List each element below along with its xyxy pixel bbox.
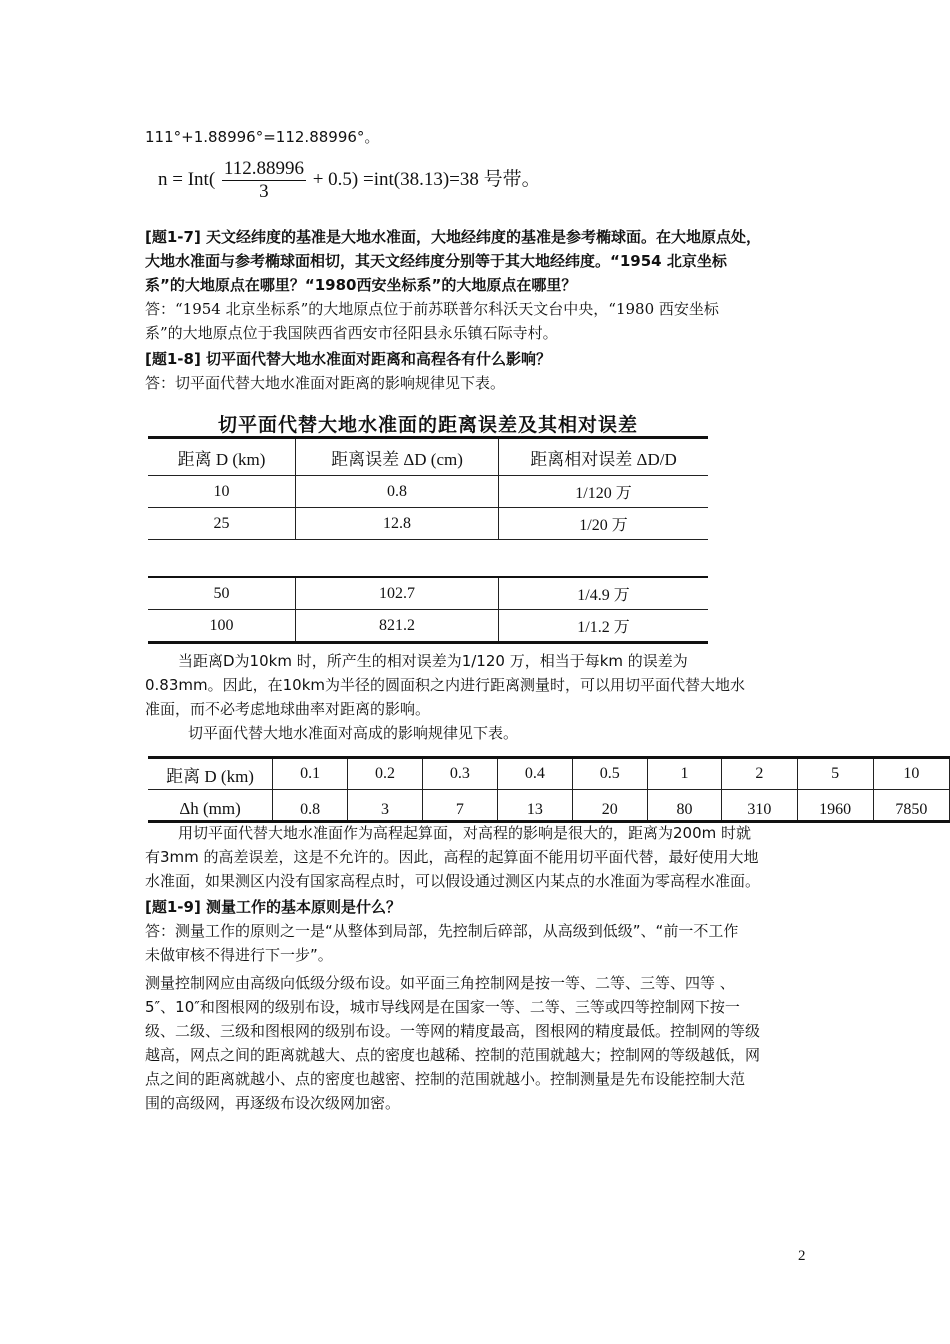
q19-para-line5: 点之间的距离就越小、点的密度也越密、控制的范围就越小。控制测量是先布设能控制大范 (145, 1070, 746, 1088)
table-cell: 0.8 (296, 476, 499, 508)
table-cell: 1 (647, 758, 722, 790)
formula-lhs: n = Int( (158, 168, 216, 190)
q19-para-line2: 5″、10″和图根网的级别布设，城市导线网是在国家一等、二等、三等或四等控制网下按一 (145, 998, 740, 1016)
table-cell: 1/120 万 (499, 476, 709, 508)
row-label-height: Δh (mm) (148, 790, 273, 822)
table-cell: 100 (148, 610, 296, 643)
row-label-distance: 距离 D (km) (148, 758, 273, 790)
formula-fraction (222, 158, 306, 203)
distance-error-table-continued (148, 576, 708, 644)
q19-text: 测量工作的基本原则是什么？ (200, 898, 402, 916)
table-cell: 2 (722, 758, 797, 790)
height-table-intro: 切平面代替大地水准面对高成的影响规律见下表。 (188, 724, 519, 742)
table-cell: 0.8 (273, 790, 348, 822)
distance-para-line2: 0.83mm。因此，在10km为半径的圆面积之内进行距离测量时，可以用切平面代替大地水 (145, 676, 746, 694)
q19-para-line6: 围的高级网，再逐级布设次级网加密。 (145, 1094, 401, 1112)
table-row (148, 790, 950, 822)
q18-label: [题1-8] (145, 350, 201, 368)
table-cell: 25 (148, 508, 296, 540)
table-cell: 1/1.2 万 (499, 610, 709, 643)
table-cell: 13 (497, 790, 572, 822)
q17-label: [题1-7] (145, 228, 201, 246)
q17-text1: 天文经纬度的基准是大地水准面，大地经纬度的基准是参考椭球面。在大地原点处， (200, 228, 762, 246)
table-cell: 3 (348, 790, 423, 822)
formula-rhs: + 0.5) =int(38.13)=38 号带。 (312, 168, 541, 190)
table-cell: 10 (148, 476, 296, 508)
q19-para-line1: 测量控制网应由高级向低级分级布设。如平面三角控制网是按一等、二等、三等、四等 、 (145, 974, 735, 992)
q19-answer-line1: 答：测量工作的原则之一是“从整体到局部，先控制后碎部，从高级到低级”、“前一不工作 (145, 922, 739, 940)
table-cell: 12.8 (296, 508, 499, 540)
table-cell: 0.2 (348, 758, 423, 790)
height-para-line2: 有3mm 的高差误差，这是不允许的。因此，高程的起算面不能用切平面代替，最好使用大地 (145, 848, 759, 866)
table-header-row (148, 438, 708, 476)
q17-answer-line1: 答：“1954 北京坐标系”的大地原点位于前苏联普尔科沃天文台中央，“1980 西安坐标 (145, 300, 719, 318)
table-cell: 1960 (797, 790, 873, 822)
table-row (148, 476, 708, 508)
table-cell: 7 (422, 790, 497, 822)
q18-text: 切平面代替大地水准面对距离和高程各有什么影响？ (200, 350, 552, 368)
header-distance: 距离 D (km) (148, 438, 296, 476)
table-cell: 7850 (873, 790, 949, 822)
table-cell: 821.2 (296, 610, 499, 643)
table-row (148, 577, 708, 610)
q19-label: [题1-9] (145, 898, 201, 916)
q19-para-line3: 级、二级、三级和图根网的级别布设。一等网的精度最高，图根网的精度最低。控制网的等级 (145, 1022, 761, 1040)
q17-answer-line2: 系”的大地原点位于我国陕西省西安市径阳县永乐镇石际寺村。 (145, 324, 558, 342)
q19-answer-line2: 未做审核不得进行下一步”。 (145, 946, 333, 964)
distance-error-table (148, 436, 708, 540)
header-distance-error: 距离误差 ΔD (cm) (296, 438, 499, 476)
table-row (148, 758, 950, 790)
zone-formula (158, 158, 541, 203)
table-row (148, 610, 708, 643)
q19-para-line4: 越高，网点之间的距离就越大、点的密度也越稀、控制的范围就越大；控制网的等级越低，网 (145, 1046, 761, 1064)
table-cell: 0.1 (273, 758, 348, 790)
table-cell: 0.4 (497, 758, 572, 790)
q18-line (145, 348, 551, 370)
distance-para-line3: 准面，而不必考虑地球曲率对距离的影响。 (145, 700, 431, 718)
table-cell: 5 (797, 758, 873, 790)
height-error-table (148, 756, 950, 823)
table-cell: 20 (572, 790, 647, 822)
table1-title: 切平面代替大地水准面的距离误差及其相对误差 (218, 414, 639, 436)
distance-para-line1: 当距离D为10km 时，所产生的相对误差为1/120 万，相当于每km 的误差为 (178, 652, 688, 670)
q17-line2: 大地水准面与参考椭球面相切，其天文经纬度分别等于其大地经纬度。“1954 北京坐标 (145, 252, 727, 270)
q17-line1 (145, 226, 761, 248)
table-cell: 310 (722, 790, 797, 822)
table-cell: 10 (873, 758, 949, 790)
q19-line (145, 896, 401, 918)
header-relative-error: 距离相对误差 ΔD/D (499, 438, 709, 476)
table-cell: 80 (647, 790, 722, 822)
q17-line3: 系”的大地原点在哪里？“1980西安坐标系”的大地原点在哪里？ (145, 276, 577, 294)
page-number: 2 (798, 1248, 806, 1264)
table-cell: 50 (148, 577, 296, 610)
table-row (148, 508, 708, 540)
table-cell: 102.7 (296, 577, 499, 610)
formula-denominator: 3 (259, 181, 269, 202)
table-cell: 0.3 (422, 758, 497, 790)
table-cell: 0.5 (572, 758, 647, 790)
formula-numerator: 112.88996 (223, 158, 304, 179)
q18-answer: 答：切平面代替大地水准面对距离的影响规律见下表。 (145, 374, 506, 392)
table-cell: 1/4.9 万 (499, 577, 709, 610)
table-cell: 1/20 万 (499, 508, 709, 540)
height-para-line1: 用切平面代替大地水准面作为高程起算面，对高程的影响是很大的，距离为200m 时就 (178, 824, 752, 842)
calc-line: 111°+1.88996°=112.88996°。 (145, 128, 380, 146)
height-para-line3: 水准面，如果测区内没有国家高程点时，可以假设通过测区内某点的水准面为零高程水准面。 (145, 872, 761, 890)
